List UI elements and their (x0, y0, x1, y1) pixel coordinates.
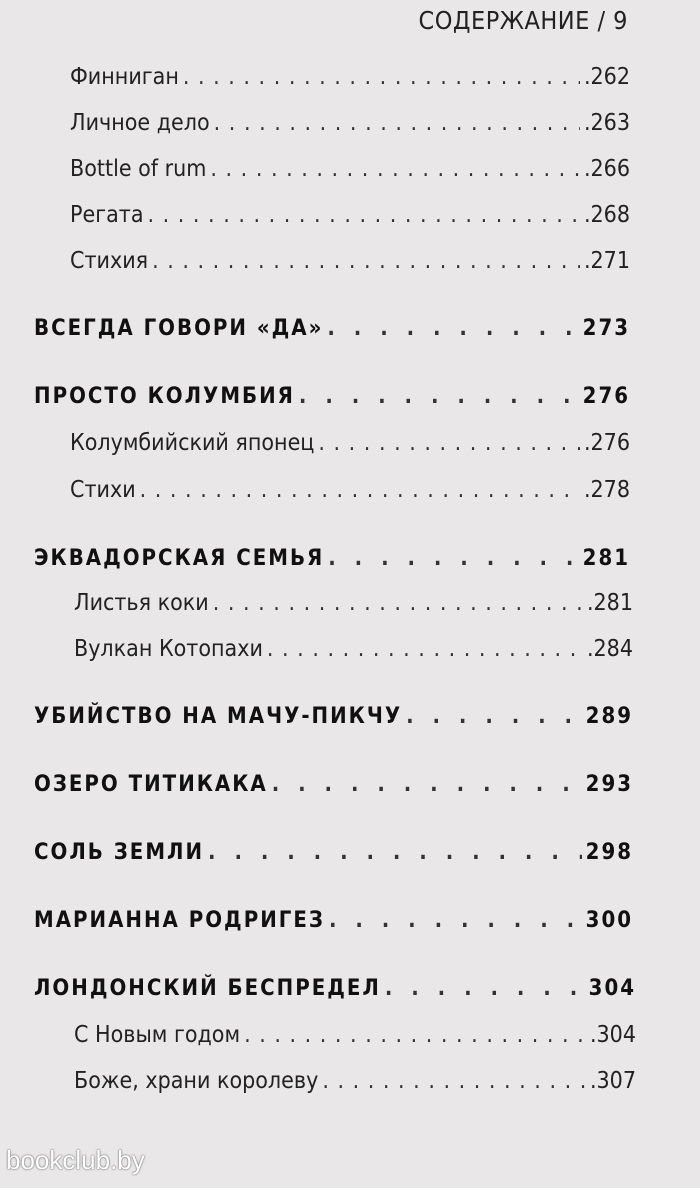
toc-page-number: 293 (585, 772, 633, 797)
toc-subentry (74, 1022, 636, 1048)
toc-title: ОЗЕРО ТИТИКАКА (34, 772, 268, 797)
toc-page-number: 281 (582, 546, 630, 571)
toc-title: МАРИАННА РОДРИГЕЗ (34, 908, 325, 933)
toc-page-number: .278 (583, 477, 630, 503)
toc-chapter (34, 840, 633, 865)
toc-page-number: .268 (583, 202, 630, 228)
dot-leader (183, 64, 580, 90)
dot-leader (406, 704, 582, 729)
dot-leader (328, 546, 578, 571)
dot-leader (140, 477, 580, 503)
toc-title: С Новым годом (74, 1022, 241, 1048)
dot-leader (210, 156, 580, 182)
toc-subentry (70, 477, 630, 503)
toc-title: ЭКВАДОРСКАЯ СЕМЬЯ (34, 546, 325, 571)
toc-page-number: .271 (583, 248, 630, 274)
dot-leader (213, 590, 583, 616)
toc-subentry (70, 64, 630, 90)
dot-leader (327, 316, 578, 341)
toc-title: ПРОСТО КОЛУМБИЯ (34, 384, 295, 409)
toc-title: Bottle of rum (70, 156, 207, 182)
toc-title: Листья коки (74, 590, 209, 616)
toc-subentry (74, 636, 633, 662)
toc-page-number: 273 (582, 316, 630, 341)
toc-page-number: 300 (585, 908, 633, 933)
toc-page-number: .304 (589, 1022, 636, 1048)
toc-chapter (34, 316, 630, 341)
dot-leader (148, 202, 580, 228)
toc-subentry (70, 110, 630, 136)
toc-title: Финниган (70, 64, 179, 90)
toc-chapter (34, 546, 630, 571)
toc-chapter (34, 704, 633, 729)
dot-leader (152, 248, 580, 274)
watermark: bookclub.by (6, 1145, 145, 1175)
toc-page-number: 304 (588, 976, 636, 1001)
toc-page-number: 276 (582, 384, 630, 409)
running-head: СОДЕРЖАНИЕ / 9 (418, 6, 628, 35)
toc-subentry (70, 202, 630, 228)
toc-title: ВСЕГДА ГОВОРИ «ДА» (34, 316, 324, 341)
toc-title: ЛОНДОНСКИЙ БЕСПРЕДЕЛ (34, 976, 381, 1001)
dot-leader (272, 772, 582, 797)
toc-title: Личное дело (70, 110, 210, 136)
toc-subentry (74, 590, 633, 616)
toc-page-number: .266 (583, 156, 630, 182)
toc-page-number: .284 (586, 636, 633, 662)
toc-title: Стихия (70, 248, 149, 274)
toc-subentry (70, 156, 630, 182)
dot-leader (329, 908, 582, 933)
dot-leader (299, 384, 579, 409)
toc-subentry (74, 1068, 636, 1094)
toc-title: СОЛЬ ЗЕМЛИ (34, 840, 205, 865)
toc-subentry (70, 248, 630, 274)
dot-leader (322, 1068, 586, 1094)
toc-page-number: .262 (583, 64, 630, 90)
toc-page-number: .281 (586, 590, 633, 616)
toc-chapter (34, 908, 633, 933)
toc-page-number: .307 (589, 1068, 636, 1094)
toc-page-number: .263 (583, 110, 630, 136)
toc-page-number: 298 (585, 840, 633, 865)
toc-title: Колумбийский японец (70, 430, 315, 456)
dot-leader (318, 430, 580, 456)
toc-chapter (34, 772, 633, 797)
toc-title: Стихи (70, 477, 136, 503)
toc-title: УБИЙСТВО НА МАЧУ-ПИКЧУ (34, 704, 403, 729)
toc-chapter (34, 384, 630, 409)
dot-leader (244, 1022, 586, 1048)
toc-page-number: 289 (585, 704, 633, 729)
toc-page-number: .276 (583, 430, 630, 456)
toc-subentry (70, 430, 630, 456)
dot-leader (385, 976, 585, 1001)
toc-chapter (34, 976, 636, 1001)
toc-title: Регата (70, 202, 144, 228)
dot-leader (208, 840, 582, 865)
dot-leader (267, 636, 583, 662)
toc-title: Вулкан Котопахи (74, 636, 263, 662)
toc-title: Боже, храни королеву (74, 1068, 319, 1094)
dot-leader (214, 110, 580, 136)
